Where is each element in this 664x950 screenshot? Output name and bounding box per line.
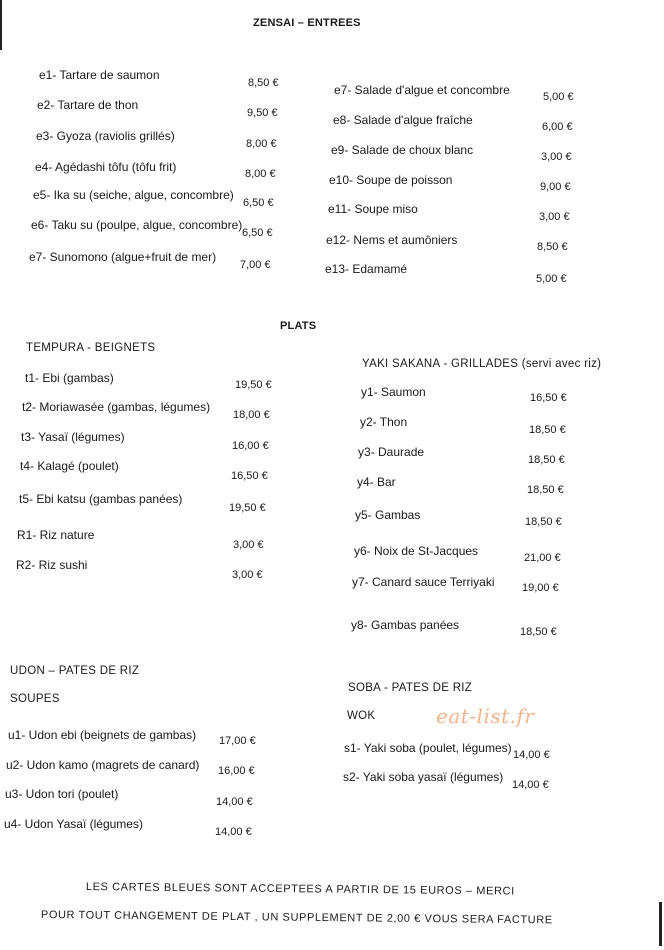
menu-item-name: R2- Riz sushi [16,558,88,572]
menu-item-name: e1- Tartare de saumon [39,68,160,82]
menu-item-price: 6,50 € [242,227,273,239]
menu-item-price: 21,00 € [524,552,561,564]
menu-item-name: e2- Tartare de thon [37,98,139,112]
menu-item-name: e7- Sunomono (algue+fruit de mer) [29,250,217,264]
menu-item-name: y2- Thon [360,415,408,429]
menu-item-name: e4- Agédashi tôfu (tôfu frit) [35,160,177,174]
menu-item-price: 18,00 € [233,409,270,421]
menu-item-name: e8- Salade d'algue fraîche [333,113,473,127]
footer-card-note: LES CARTES BLEUES SONT ACCEPTEES A PARTIR DE 15 EUROS – MERCI [85,880,515,898]
menu-item-name: y3- Daurade [358,445,425,459]
menu-item-price: 8,50 € [537,241,568,253]
menu-item-name: e5- Ika su (seiche, algue, concombre) [33,188,234,202]
menu-item-price: 18,50 € [528,454,565,466]
menu-item-price: 3,00 € [233,539,264,551]
menu-item-price: 16,50 € [231,470,268,482]
menu-item-price: 18,50 € [527,484,564,496]
menu-item-price: 7,00 € [240,259,271,271]
menu-item-name: t5- Ebi katsu (gambas panées) [19,492,183,506]
menu-item-name: e7- Salade d'algue et concombre [334,83,510,97]
menu-item-name: e3- Gyoza (raviolis grillés) [36,129,175,143]
menu-item-name: y7- Canard sauce Terriyaki [352,575,495,589]
menu-item-name: s1- Yaki soba (poulet, légumes) [344,741,512,755]
menu-item-name: t3- Yasaï (légumes) [21,430,125,444]
menu-item-price: 5,00 € [536,273,567,285]
footer-supplement-note: POUR TOUT CHANGEMENT DE PLAT , UN SUPPLEMENT DE 2,00 € VOUS SERA FACTURE [40,908,553,927]
menu-item-price: 14,00 € [216,796,253,808]
menu-item-name: s2- Yaki soba yasaï (légumes) [343,770,504,784]
menu-item-name: e9- Salade de choux blanc [331,143,474,157]
menu-item-price: 18,50 € [529,424,566,436]
tempura-title: TEMPURA - BEIGNETS [26,342,156,354]
menu-item-name: y8- Gambas panées [351,618,460,632]
menu-item-name: R1- Riz nature [17,528,95,542]
menu-item-name: e6- Taku su (poulpe, algue, concombre) [31,218,243,232]
soba-title: SOBA - PATES DE RIZ [348,682,473,694]
menu-item-price: 14,00 € [513,749,550,761]
menu-item-price: 19,50 € [235,379,272,391]
scan-edge-left [0,0,2,50]
menu-item-name: y4- Bar [357,475,396,489]
menu-item-price: 18,50 € [525,516,562,528]
menu-item-price: 9,50 € [247,107,278,119]
menu-item-name: e11- Soupe miso [328,202,418,216]
menu-item-price: 16,50 € [530,392,567,404]
menu-item-name: t2- Moriawasée (gambas, légumes) [22,400,211,414]
zensai-title: ZENSAI – ENTREES [253,17,361,29]
menu-item-price: 3,00 € [541,151,572,163]
menu-item-price: 19,50 € [229,502,266,514]
udon-subtitle: SOUPES [10,693,60,705]
menu-item-name: e10- Soupe de poisson [329,173,453,187]
yaki-title: YAKI SAKANA - GRILLADES (servi avec riz) [362,358,602,370]
menu-item-price: 8,50 € [248,77,279,89]
menu-item-price: 16,00 € [232,440,269,452]
soba-subtitle: WOK [347,710,376,722]
menu-item-price: 17,00 € [219,735,256,747]
udon-title: UDON – PATES DE RIZ [10,665,140,677]
menu-item-price: 8,00 € [245,168,276,180]
menu-item-name: y1- Saumon [361,385,426,399]
watermark-logo: eat-list.fr [436,704,535,728]
menu-item-price: 3,00 € [539,211,570,223]
menu-item-price: 14,00 € [215,826,252,838]
menu-item-name: u1- Udon ebi (beignets de gambas) [8,728,197,742]
menu-item-price: 6,00 € [542,121,573,133]
menu-item-price: 3,00 € [232,569,263,581]
menu-item-name: t4- Kalagé (poulet) [20,459,119,473]
menu-item-name: u4- Udon Yasaï (légumes) [4,817,143,831]
plats-title: PLATS [280,320,317,332]
menu-item-price: 19,00 € [522,582,559,594]
menu-item-name: e12- Nems et aumôniers [326,233,458,247]
menu-item-price: 8,00 € [246,138,277,150]
menu-item-price: 9,00 € [540,181,571,193]
menu-item-name: u3- Udon tori (poulet) [5,787,119,801]
menu-item-price: 16,00 € [218,765,255,777]
menu-item-name: e13- Edamamé [325,262,408,276]
menu-item-price: 14,00 € [512,779,549,791]
menu-item-price: 6,50 € [243,197,274,209]
menu-item-name: y6- Noix de St-Jacques [354,544,479,558]
menu-item-name: u2- Udon kamo (magrets de canard) [6,758,200,772]
menu-item-name: y5- Gambas [355,508,421,522]
menu-item-price: 18,50 € [520,626,557,638]
scan-edge-right [659,902,662,946]
menu-item-name: t1- Ebi (gambas) [25,371,114,385]
menu-item-price: 5,00 € [543,91,574,103]
